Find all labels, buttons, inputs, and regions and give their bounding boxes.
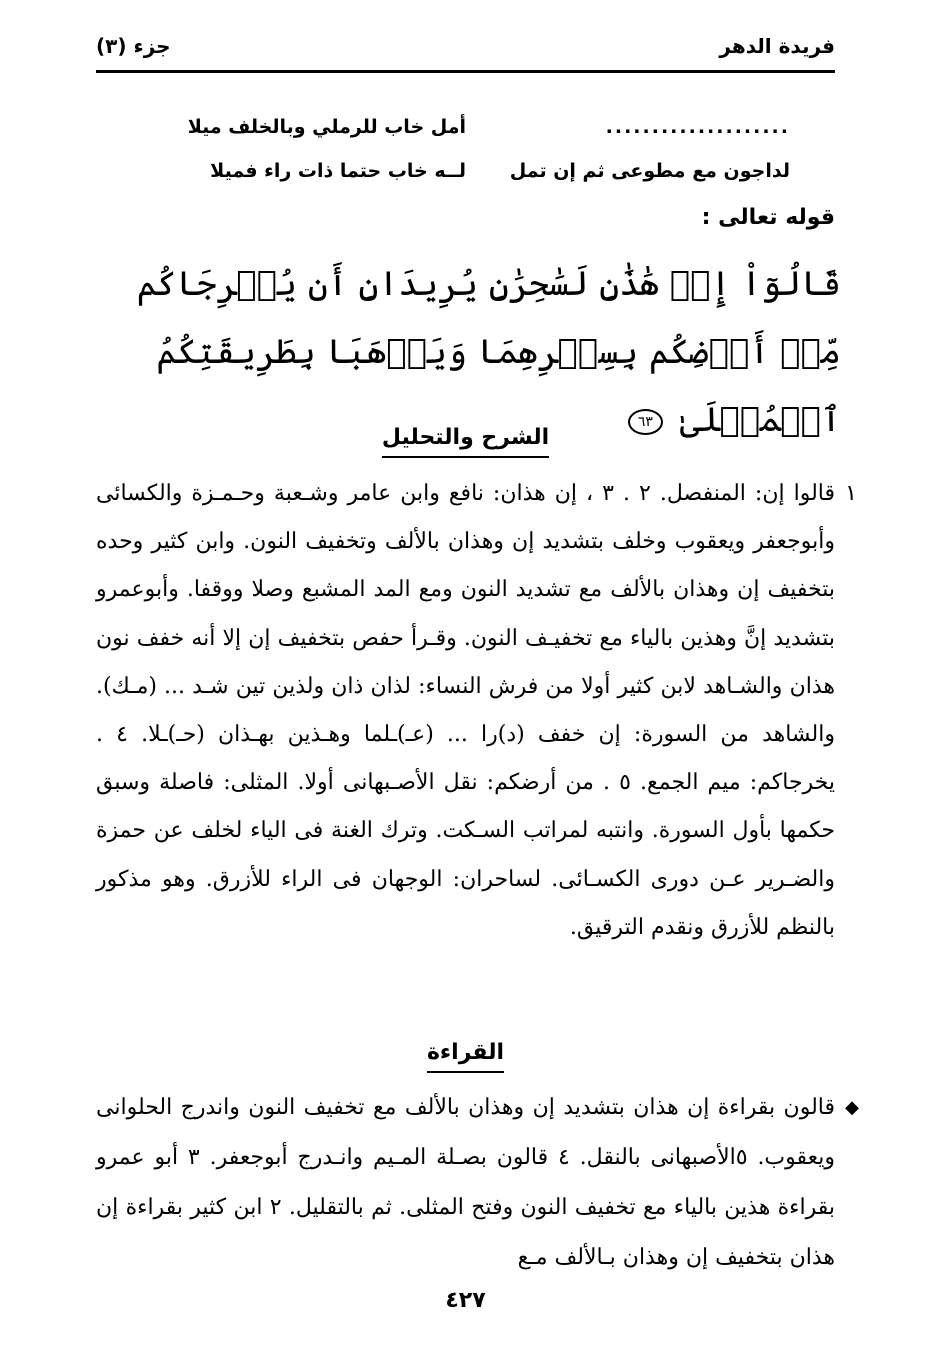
quran-text: قَالُوٓاْ إِنۡ هَٰذَٰنِ لَسَٰحِرَٰنِ يُرِيدَانِ أَن يُخۡرِجَاكُم مِّنۡ أَرۡضِكُم بِسِحۡرِهِمَا وَيَذۡهَبَا بِطَرِيقَتِكُمُ ٱلۡمُثۡلَىٰ: [136, 264, 841, 440]
qawl-label: قوله تعالى :: [701, 205, 835, 230]
commentary-text: قالوا إن: المنفصل. ٢ . ٣ ، إن هذان: نافع وابن عامر وشـعبة وحـمـزة والكسائى وأبوجعفر ويعقوب وخلف بتشديد إن وهذان بالألف وتخفيف النون. وابن كثير وحده بتخفيف إن وهذان بالألف مع تشديد النون ومع المد المشبع وصلا ووقفا. وأبوعمرو بتشديد إنَّ وهذين بالياء مع تخفيـف النون. وقـرأ حفص بتخفيف إن إلا أنه خفف نون هذان والشـاهد لابن كثير أولا من فرش النساء: لذان ذان ولذين تين شـد ... (مـك). والشاهد من السورة: إن خفف (د)را ... (عـ)ـلما وهـذين بهـذان (حـ)ـلا. ٤ . يخرجاكم: ميم الجمع. ٥ . من أرضكم: نقل الأصـبهانى أولا. المثلى: فاصلة وسبق حكمها بأول السورة. وانتبه لمراتب السـكت. وترك الغنة فى الياء لخلف عن حمزة والضـرير عـن دورى الكسـائى. لساحران: الوجهان فى الراء للأزرق. وهو مذكور بالنظم للأزرق ونقدم الترقيق.: [96, 481, 836, 940]
poem-hemistich-2b: لــه خاب حتما ذات راء فميلا: [210, 160, 466, 182]
running-header: [96, 30, 835, 70]
diamond-bullet-icon: ◆: [845, 1097, 859, 1118]
reading-paragraph: [96, 1083, 859, 1283]
section-heading-sharh: [0, 425, 931, 458]
commentary-paragraph: [96, 470, 857, 952]
page-number: ٤٢٧: [445, 1288, 486, 1313]
poem-hemistich-1a: ....................: [605, 116, 790, 138]
poem-line-1: [96, 116, 835, 150]
section-heading-qiraa-text: القراءة: [427, 1040, 504, 1073]
paragraph-number: ١: [845, 481, 857, 506]
header-rule: [96, 70, 835, 73]
quran-verse: [90, 250, 841, 454]
part-label: جزء (٣): [96, 34, 171, 58]
poem-hemistich-2a: لداجون مع مطوعى ثم إن تمل: [509, 160, 790, 182]
ayah-number-marker: ٦٣: [628, 409, 663, 435]
reading-text: قالون بقراءة إن هذان بتشديد إن وهذان بالألف مع تخفيف النون واندرج الحلوانى ويعقوب. ٥الأصبهانى بالنقل. ٤ قالون بصـلة المـيم وانـدرج أبوجعفر. ٣ أبو عمرو بقراءة هذين بالياء مع تخفيف النون وفتح المثلى. ثم بالتقليل. ٢ ابن كثير بقراءة إن هذان بتخفيف إن وهذان بـالألف مـع: [96, 1095, 835, 1270]
section-heading-qiraa: [0, 1040, 931, 1073]
section-heading-sharh-text: الشرح والتحليل: [382, 425, 549, 458]
poem-line-2: [96, 160, 835, 194]
poem-hemistich-1b: أمل خاب للرملي وبالخلف ميلا: [187, 116, 466, 138]
book-title: فريدة الدهر: [719, 34, 835, 58]
